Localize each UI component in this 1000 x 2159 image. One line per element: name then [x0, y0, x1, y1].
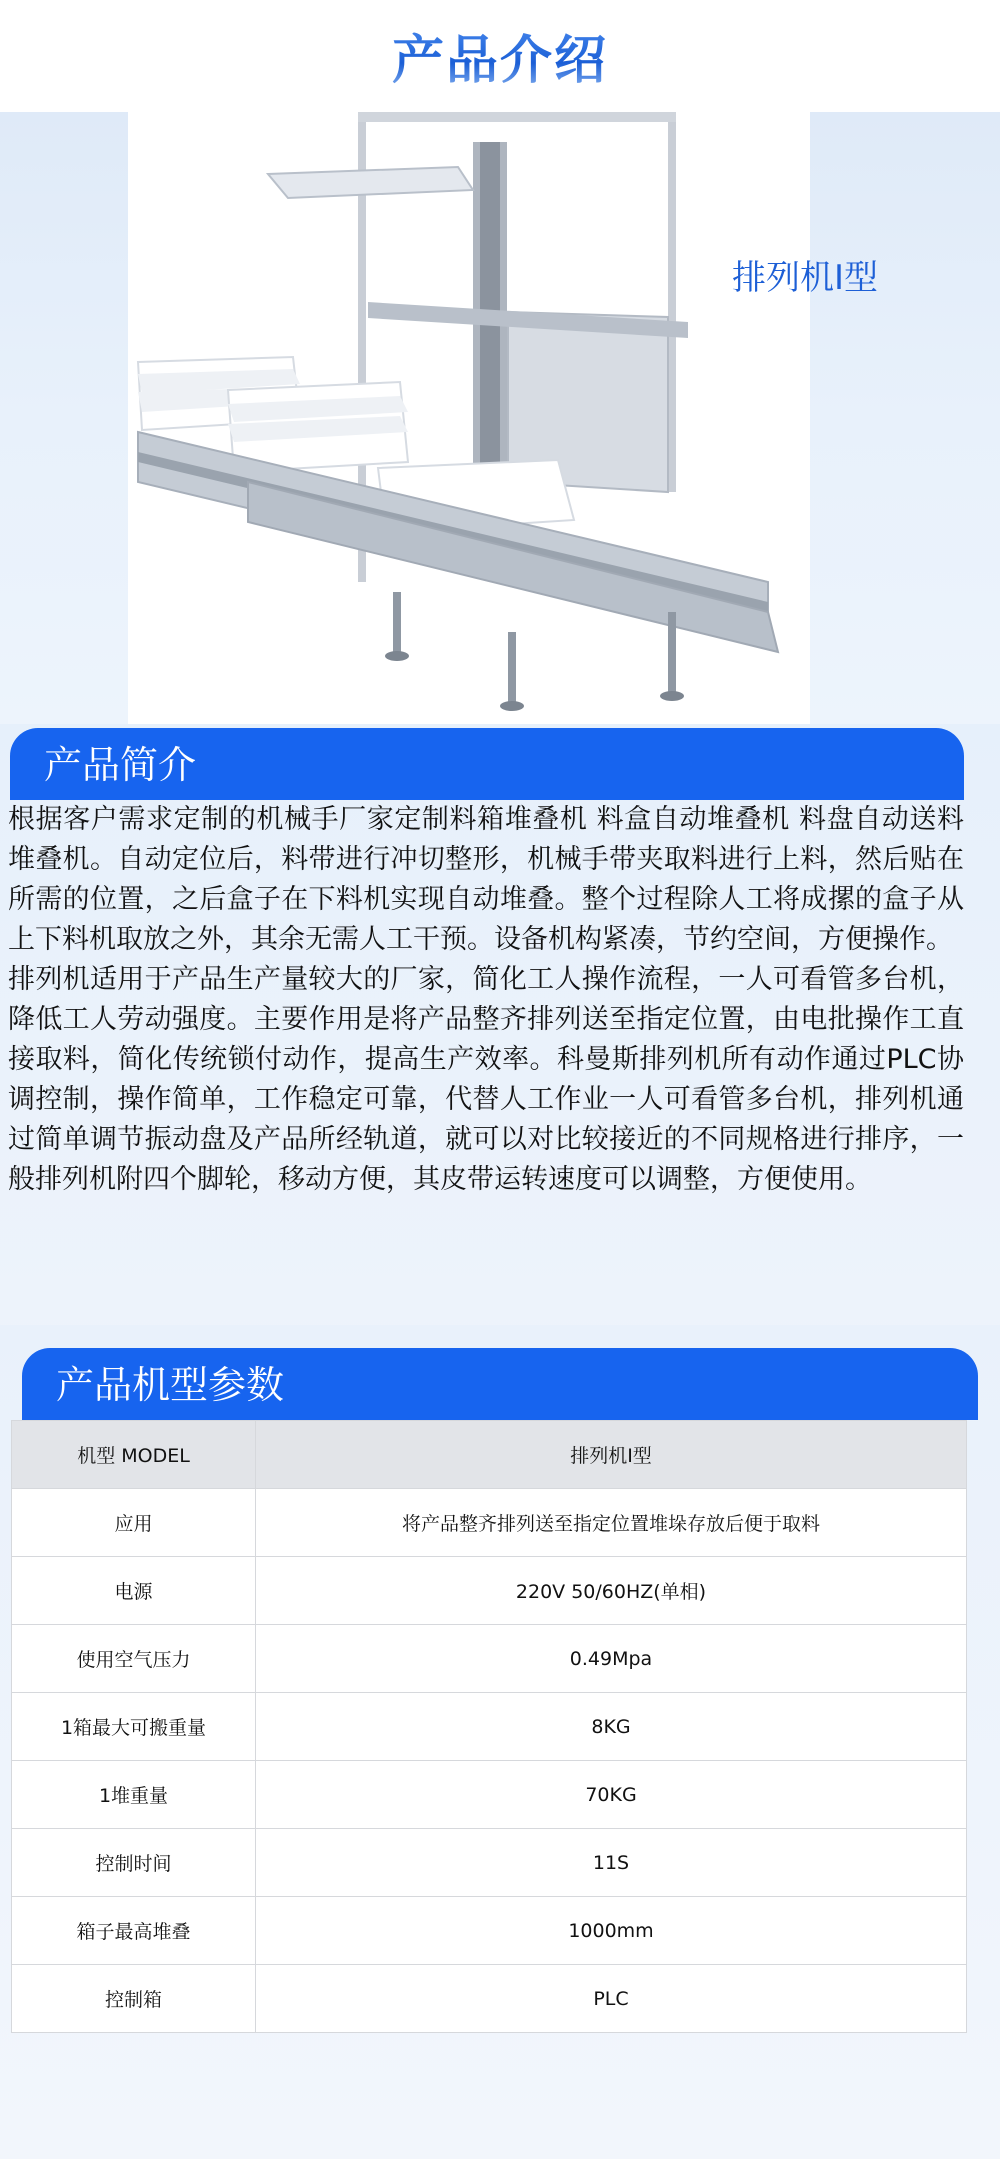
params-table [11, 1420, 967, 2033]
param-key: 电源 [12, 1557, 256, 1625]
param-key: 1箱最大可搬重量 [12, 1693, 256, 1761]
table-row [12, 1557, 967, 1625]
param-value: 1000mm [256, 1897, 967, 1965]
table-row [12, 1897, 967, 1965]
param-key: 1堆重量 [12, 1761, 256, 1829]
column-header-model: 机型 MODEL [12, 1421, 256, 1489]
table-row [12, 1625, 967, 1693]
param-key: 应用 [12, 1489, 256, 1557]
param-key: 使用空气压力 [12, 1625, 256, 1693]
param-key: 箱子最高堆叠 [12, 1897, 256, 1965]
intro-section-header: 产品简介 [10, 728, 964, 800]
hero-section [0, 112, 1000, 724]
param-value: 220V 50/60HZ(单相) [256, 1557, 967, 1625]
param-value: 8KG [256, 1693, 967, 1761]
intro-paragraph: 排列机适用于产品生产量较大的厂家，简化工人操作流程，一人可看管多台机，降低工人劳动强度。主要作用是将产品整齐排列送至指定位置，由电批操作工直接取料，简化传统锁付动作，提高生产效率。科曼斯排列机所有动作通过PLC协调控制，操作简单，工作稳定可靠，代替人工作业一人可看管多台机，排列机通过简单调节振动盘及产品所经轨道，就可以对比较接近的不同规格进行排序，一般排列机附四个脚轮，移动方便，其皮带运转速度可以调整，方便使用。 [8, 964, 964, 1195]
intro-paragraph: 根据客户需求定制的机械手厂家定制料箱堆叠机 料盒自动堆叠机 料盘自动送料堆叠机。自动定位后，料带进行冲切整形，机械手带夹取料进行上料，然后贴在所需的位置，之后盒子在下料机实现自动堆叠。整个过程除人工将成摞的盒子从上下料机取放之外，其余无需人工干预。设备机构紧凑，节约空间，方便操作。 [8, 804, 964, 955]
stacking-machine-illustration [128, 112, 810, 724]
column-header-value: 排列机I型 [256, 1421, 967, 1489]
table-row [12, 1489, 967, 1557]
intro-body [8, 800, 964, 1200]
param-value: 0.49Mpa [256, 1625, 967, 1693]
stacking-machine-photo [128, 112, 810, 724]
title-band [0, 0, 1000, 112]
params-section-header: 产品机型参数 [22, 1348, 978, 1420]
table-row [12, 1829, 967, 1897]
param-value: 将产品整齐排列送至指定位置堆垛存放后便于取料 [256, 1489, 967, 1557]
table-row [12, 1965, 967, 2033]
param-key: 控制时间 [12, 1829, 256, 1897]
page-title: 产品介绍 [0, 18, 1000, 93]
table-row [12, 1761, 967, 1829]
param-value: 11S [256, 1829, 967, 1897]
param-value: 70KG [256, 1761, 967, 1829]
table-row [12, 1693, 967, 1761]
model-tag: 排列机I型 [732, 258, 879, 298]
table-header-row [12, 1421, 967, 1489]
param-key: 控制箱 [12, 1965, 256, 2033]
param-value: PLC [256, 1965, 967, 2033]
